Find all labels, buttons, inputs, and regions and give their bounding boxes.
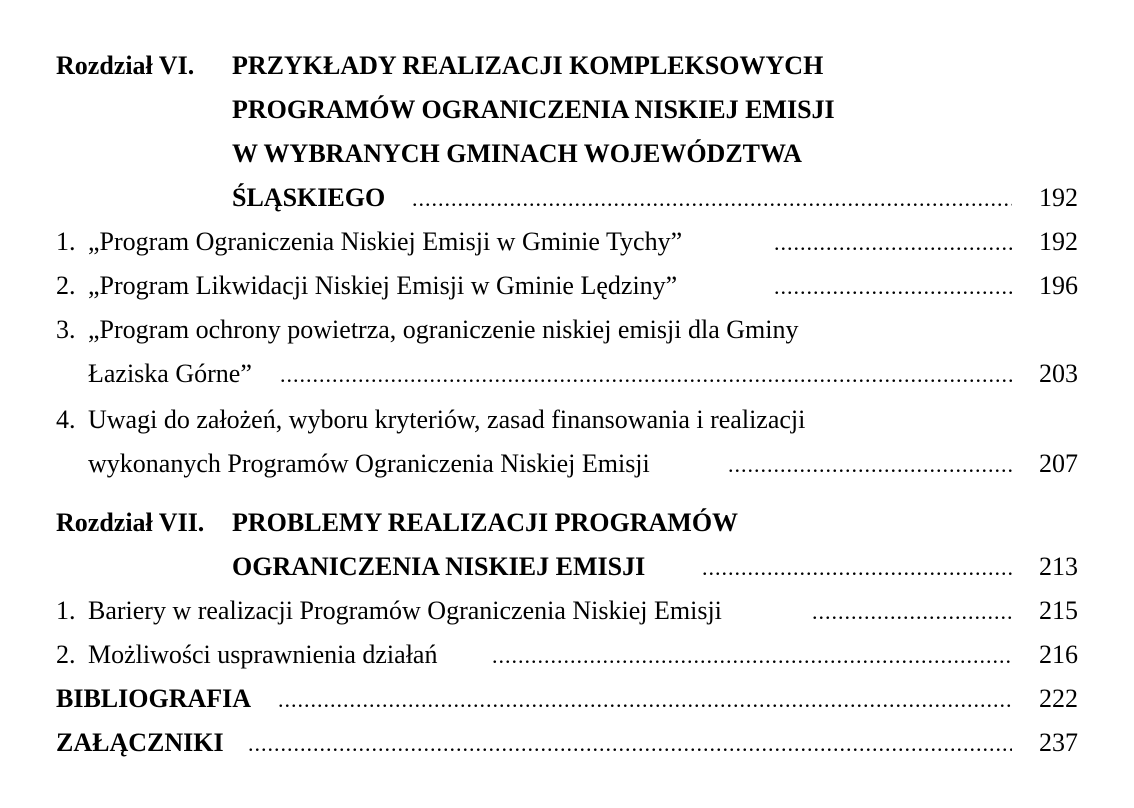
entry-title-line-1: „Program ochrony powietrza, ograniczenie niskiej emisji dla Gminy: [88, 315, 799, 344]
toc-entry-6-1: [56, 225, 1078, 259]
toc-entry-7-1: [56, 594, 1078, 628]
entry-page-number: 216: [1039, 640, 1078, 669]
entry-number: 4.: [56, 405, 76, 434]
entry-page-number: 207: [1039, 449, 1078, 478]
toc-entry-6-4-line-2: [88, 447, 1078, 481]
toc-entry-appendices: [56, 726, 1078, 760]
entry-title: Możliwości usprawnienia działań: [88, 640, 438, 669]
toc-entry-6-3-line-2: [88, 357, 1078, 391]
dot-leader: [280, 357, 1012, 391]
entry-page-number: 203: [1039, 359, 1078, 388]
entry-number: 3.: [56, 315, 76, 344]
toc-entry-bibliography: [56, 682, 1078, 716]
dot-leader: [702, 550, 1012, 584]
chapter-6-title-line-2: PROGRAMÓW OGRANICZENIA NISKIEJ EMISJI: [232, 95, 835, 124]
chapter-6-heading-line-2: [232, 93, 1078, 127]
toc-entry-7-2: [56, 638, 1078, 672]
chapter-6-heading-line-4: [232, 181, 1078, 215]
bibliography-page-number: 222: [1039, 684, 1078, 713]
entry-number: 2.: [56, 640, 76, 669]
chapter-6-heading-line-3: [232, 137, 1078, 171]
entry-page-number: 215: [1039, 596, 1078, 625]
dot-leader: [248, 726, 1012, 760]
entry-page-number: 196: [1039, 271, 1078, 300]
dot-leader: [728, 447, 1012, 481]
chapter-6-title-line-1: PRZYKŁADY REALIZACJI KOMPLEKSOWYCH: [232, 51, 824, 80]
entry-title: Bariery w realizacji Programów Ograniczenia Niskiej Emisji: [88, 596, 722, 625]
dot-leader: [812, 594, 1012, 628]
toc-entry-6-3-line-1: [56, 313, 1078, 347]
appendices-title: ZAŁĄCZNIKI: [56, 728, 224, 757]
chapter-7-heading-line-1: [56, 506, 1078, 540]
chapter-6-title-line-3: W WYBRANYCH GMINACH WOJEWÓDZTWA: [232, 139, 802, 168]
dot-leader: [412, 181, 1012, 215]
chapter-6-title-line-4: ŚLĄSKIEGO: [232, 183, 386, 212]
toc-entry-6-2: [56, 269, 1078, 303]
dot-leader: [278, 682, 1012, 716]
chapter-7-title-line-2: OGRANICZENIA NISKIEJ EMISJI: [232, 552, 646, 581]
entry-number: 1.: [56, 596, 76, 625]
chapter-7-page-number: 213: [1039, 552, 1078, 581]
entry-title-line-2: wykonanych Programów Ograniczenia Niskiej Emisji: [88, 449, 650, 478]
entry-title: „Program Likwidacji Niskiej Emisji w Gminie Lędziny”: [88, 271, 678, 300]
entry-title-line-1: Uwagi do założeń, wyboru kryteriów, zasad finansowania i realizacji: [88, 405, 806, 434]
chapter-6-page-number: 192: [1039, 183, 1078, 212]
chapter-7-heading-line-2: [232, 550, 1078, 584]
entry-number: 1.: [56, 227, 76, 256]
appendices-page-number: 237: [1039, 728, 1078, 757]
dot-leader: [774, 225, 1012, 259]
dot-leader: [774, 269, 1012, 303]
toc-entry-6-4-line-1: [56, 403, 1078, 437]
entry-number: 2.: [56, 271, 76, 300]
chapter-6-heading-line-1: [56, 49, 1078, 83]
dot-leader: [492, 638, 1012, 672]
entry-page-number: 192: [1039, 227, 1078, 256]
chapter-7-title-line-1: PROBLEMY REALIZACJI PROGRAMÓW: [232, 508, 739, 537]
entry-title: „Program Ograniczenia Niskiej Emisji w Gminie Tychy”: [88, 227, 683, 256]
chapter-7-label: Rozdział VII.: [56, 508, 205, 537]
entry-title-line-2: Łaziska Górne”: [88, 359, 252, 388]
chapter-6-label: Rozdział VI.: [56, 51, 195, 80]
bibliography-title: BIBLIOGRAFIA: [56, 684, 252, 713]
